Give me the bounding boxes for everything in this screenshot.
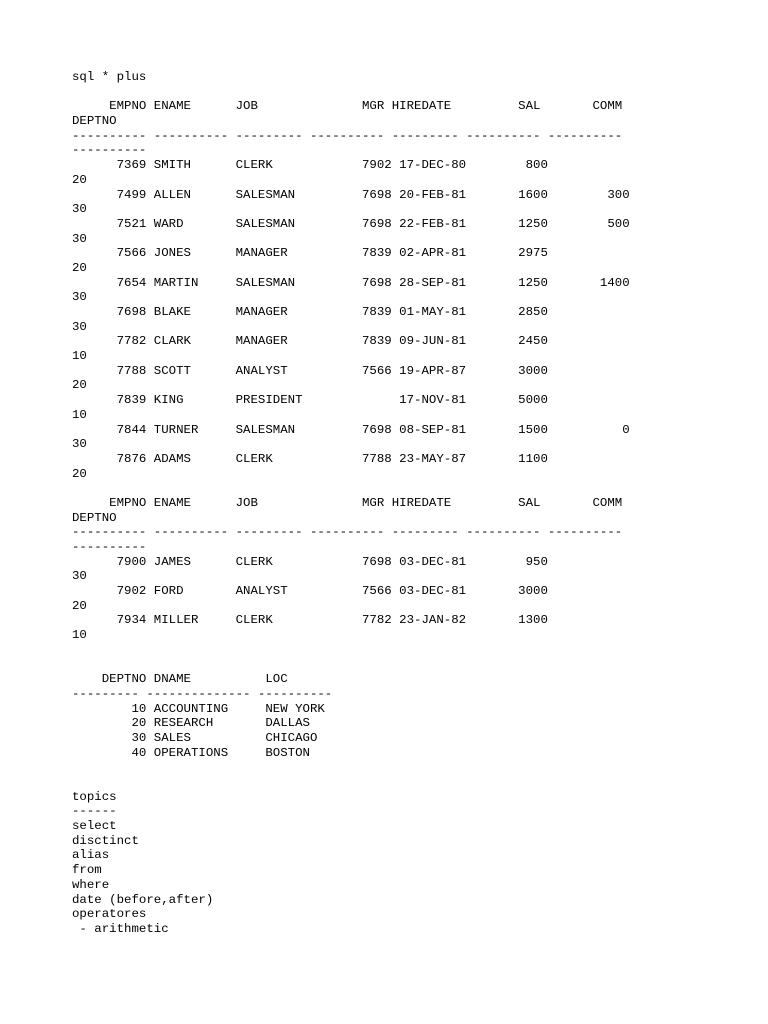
text-line: 20 — [72, 378, 87, 393]
text-line: 7844 TURNER SALESMAN 7698 08-SEP-81 1500 0 — [72, 422, 630, 437]
text-line: 7369 SMITH CLERK 7902 17-DEC-80 800 — [72, 158, 548, 173]
text-line: 30 SALES CHICAGO — [72, 730, 318, 745]
text-line: 7876 ADAMS CLERK 7788 23-MAY-87 1100 — [72, 451, 548, 466]
text-line: - arithmetic — [72, 921, 169, 936]
text-line — [72, 775, 630, 790]
text-line: select — [72, 819, 117, 834]
text-line: 30 — [72, 319, 87, 334]
text-line: 20 — [72, 466, 87, 481]
text-line: date (before,after) — [72, 892, 214, 907]
text-line: ---------- — [72, 540, 147, 554]
text-line: ---------- ---------- --------- ---------- --------- ---------- ---------- — [72, 525, 623, 540]
text-line: 30 — [72, 569, 87, 584]
text-line: alias — [72, 848, 110, 863]
text-line: 20 RESEARCH DALLAS — [72, 716, 310, 731]
document-body — [72, 70, 630, 937]
text-line: ------ — [72, 804, 117, 819]
text-line: 20 — [72, 172, 87, 187]
text-line: EMPNO ENAME JOB MGR HIREDATE SAL COMM — [72, 99, 623, 114]
text-line — [72, 481, 630, 496]
text-line: 7698 BLAKE MANAGER 7839 01-MAY-81 2850 — [72, 305, 548, 319]
text-line — [72, 643, 630, 658]
text-line: 10 — [72, 628, 87, 643]
text-line: --------- -------------- ---------- — [72, 686, 333, 701]
text-line: 10 — [72, 407, 87, 422]
text-line: DEPTNO — [72, 510, 117, 525]
text-line: 7654 MARTIN SALESMAN 7698 28-SEP-81 1250 1400 — [72, 275, 630, 290]
text-line: 7900 JAMES CLERK 7698 03-DEC-81 950 — [72, 554, 548, 569]
text-line: 30 — [72, 437, 87, 452]
text-line: 40 OPERATIONS BOSTON — [72, 745, 310, 760]
text-line: 10 ACCOUNTING NEW YORK — [72, 701, 325, 716]
text-line: DEPTNO — [72, 114, 117, 129]
text-line: ---------- ---------- --------- ---------- --------- ---------- ---------- — [72, 128, 623, 143]
text-line: 7566 JONES MANAGER 7839 02-APR-81 2975 — [72, 246, 548, 261]
text-line: EMPNO ENAME JOB MGR HIREDATE SAL COMM — [72, 495, 623, 510]
text-line: topics — [72, 789, 117, 804]
text-line: 30 — [72, 231, 87, 246]
text-line: 20 — [72, 260, 87, 275]
text-line: 7934 MILLER CLERK 7782 23-JAN-82 1300 — [72, 613, 548, 628]
text-line: from — [72, 863, 102, 878]
text-line: DEPTNO DNAME LOC — [72, 672, 288, 687]
text-line: sql * plus — [72, 70, 147, 84]
text-line: disctinct — [72, 833, 139, 848]
text-line: 7782 CLARK MANAGER 7839 09-JUN-81 2450 — [72, 334, 548, 349]
text-line: ---------- — [72, 143, 147, 158]
text-line — [72, 760, 630, 775]
text-line: 7521 WARD SALESMAN 7698 22-FEB-81 1250 500 — [72, 216, 630, 231]
text-line: 10 — [72, 349, 87, 364]
text-line: 7788 SCOTT ANALYST 7566 19-APR-87 3000 — [72, 363, 548, 378]
text-line: 30 — [72, 290, 87, 305]
text-line: 7839 KING PRESIDENT 17-NOV-81 5000 — [72, 393, 548, 408]
text-line: 30 — [72, 202, 87, 217]
text-line — [72, 85, 630, 100]
text-line: 20 — [72, 598, 87, 613]
text-line: 7499 ALLEN SALESMAN 7698 20-FEB-81 1600 300 — [72, 187, 630, 202]
text-line: 7902 FORD ANALYST 7566 03-DEC-81 3000 — [72, 584, 548, 599]
text-line: operatores — [72, 907, 147, 922]
text-line: where — [72, 877, 110, 892]
text-line — [72, 658, 630, 673]
